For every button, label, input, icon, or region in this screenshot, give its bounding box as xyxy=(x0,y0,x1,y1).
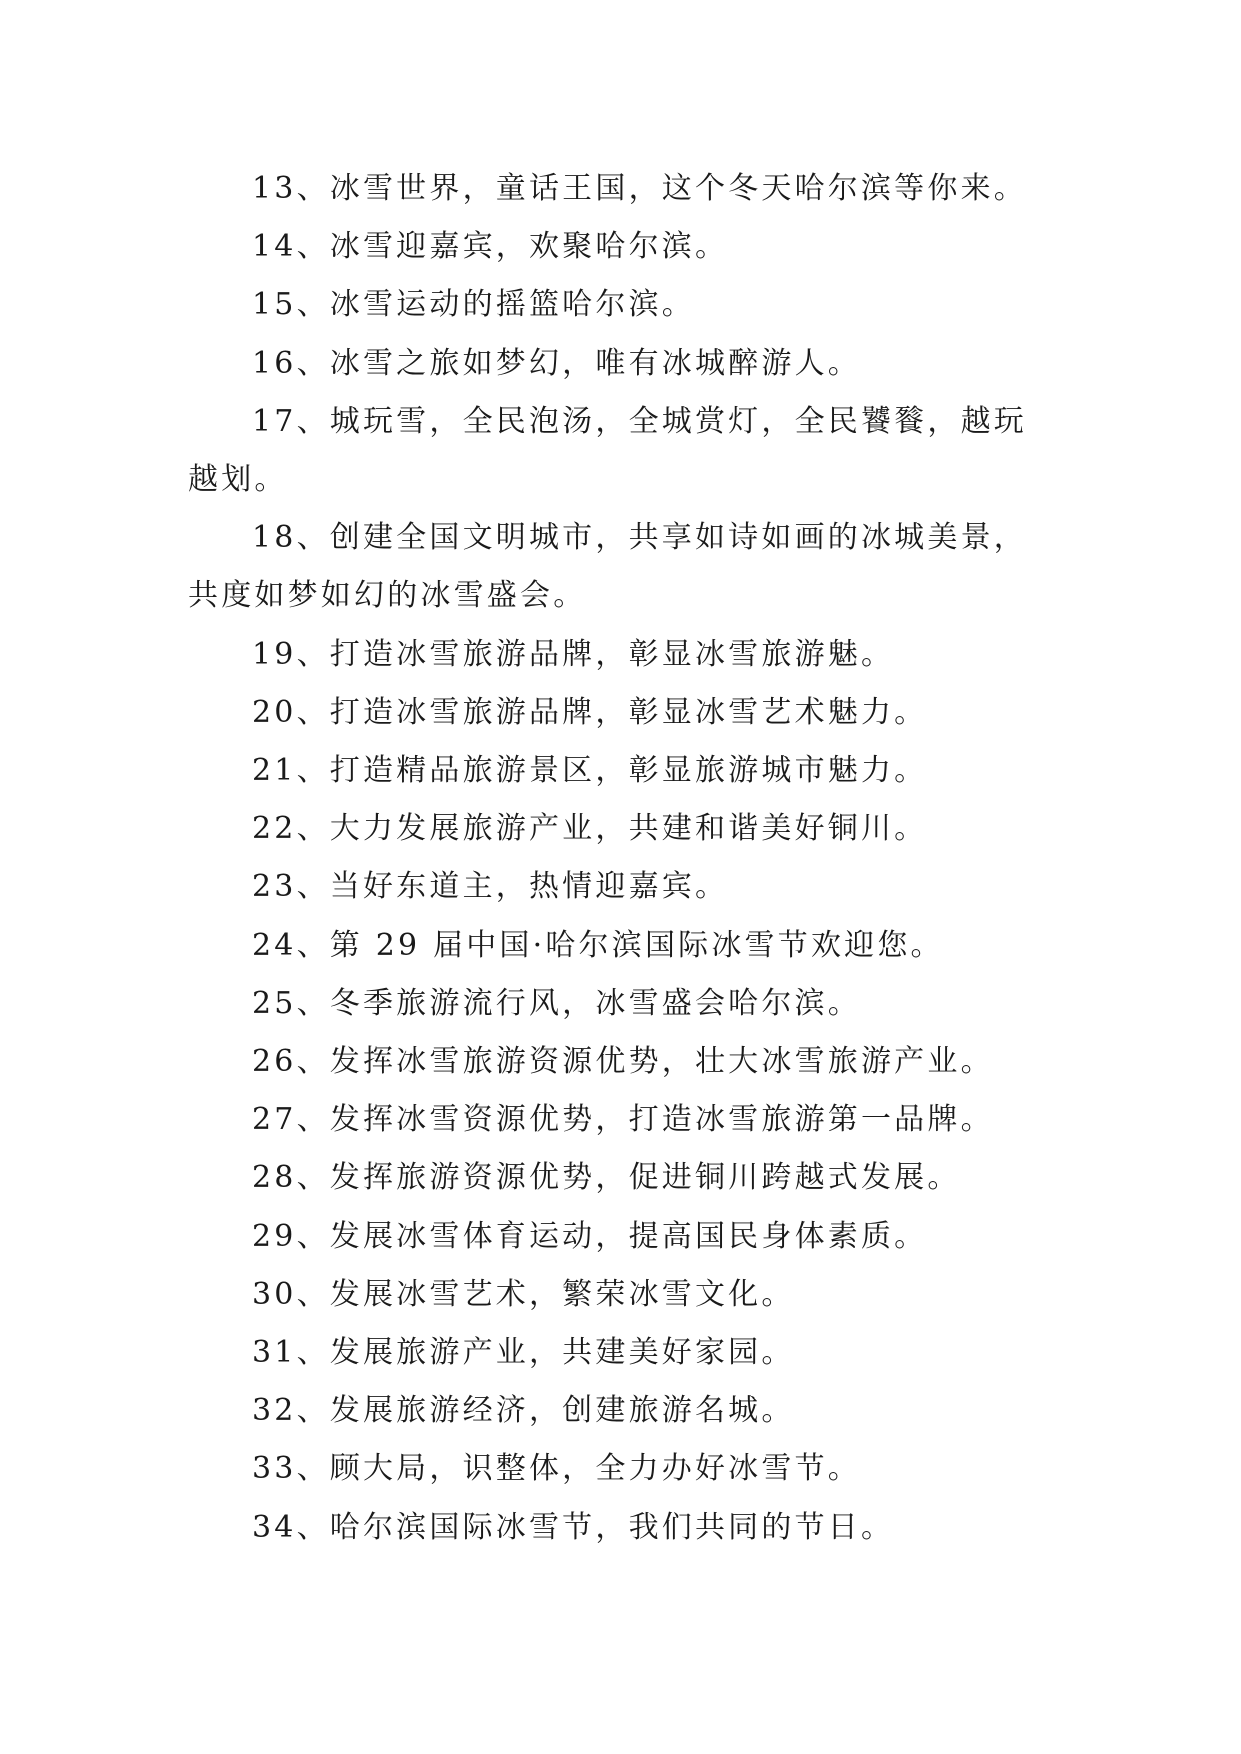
paragraph-31: 31、发展旅游产业，共建美好家园。 xyxy=(252,1335,795,1371)
paragraph-34: 34、哈尔滨国际冰雪节，我们共同的节日。 xyxy=(252,1509,895,1545)
paragraph-18: 18、创建全国文明城市，共享如诗如画的冰城美景，共度如梦如幻的冰雪盛会。 xyxy=(188,520,1027,614)
paragraph-19: 19、打造冰雪旅游品牌，彰显冰雪旅游魅。 xyxy=(252,636,895,672)
paragraph-13: 13、冰雪世界，童话王国，这个冬天哈尔滨等你来。 xyxy=(252,171,1027,206)
paragraph-14: 14、冰雪迎嘉宾，欢聚哈尔滨。 xyxy=(252,229,729,265)
paragraph-22: 22、大力发展旅游产业，共建和谐美好铜川。 xyxy=(252,811,928,847)
paragraph-28: 28、发挥旅游资源优势，促进铜川跨越式发展。 xyxy=(252,1160,961,1196)
paragraph-20: 20、打造冰雪旅游品牌，彰显冰雪艺术魅力。 xyxy=(252,694,928,730)
paragraph-16: 16、冰雪之旅如梦幻，唯有冰城醉游人。 xyxy=(252,345,861,381)
paragraph-30: 30、发展冰雪艺术，繁荣冰雪文化。 xyxy=(252,1276,795,1312)
paragraph-26: 26、发挥冰雪旅游资源优势，壮大冰雪旅游产业。 xyxy=(252,1044,994,1080)
paragraph-33: 33、顾大局，识整体，全力办好冰雪节。 xyxy=(252,1451,861,1487)
paragraph-15: 15、冰雪运动的摇篮哈尔滨。 xyxy=(252,287,695,323)
paragraph-17: 17、城玩雪，全民泡汤，全城赏灯，全民饕餮，越玩越划。 xyxy=(188,403,1027,498)
paragraph-21: 21、打造精品旅游景区，彰显旅游城市魅力。 xyxy=(252,753,928,789)
document-body xyxy=(188,160,1058,1557)
paragraph-27: 27、发挥冰雪资源优势，打造冰雪旅游第一品牌。 xyxy=(252,1102,994,1138)
paragraph-23: 23、当好东道主，热情迎嘉宾。 xyxy=(252,869,729,905)
paragraph-29: 29、发展冰雪体育运动，提高国民身体素质。 xyxy=(252,1218,928,1254)
paragraph-25: 25、冬季旅游流行风，冰雪盛会哈尔滨。 xyxy=(252,985,861,1021)
paragraph-32: 32、发展旅游经济，创建旅游名城。 xyxy=(252,1393,795,1429)
paragraph-24: 24、第 29 届中国·哈尔滨国际冰雪节欢迎您。 xyxy=(252,927,944,963)
